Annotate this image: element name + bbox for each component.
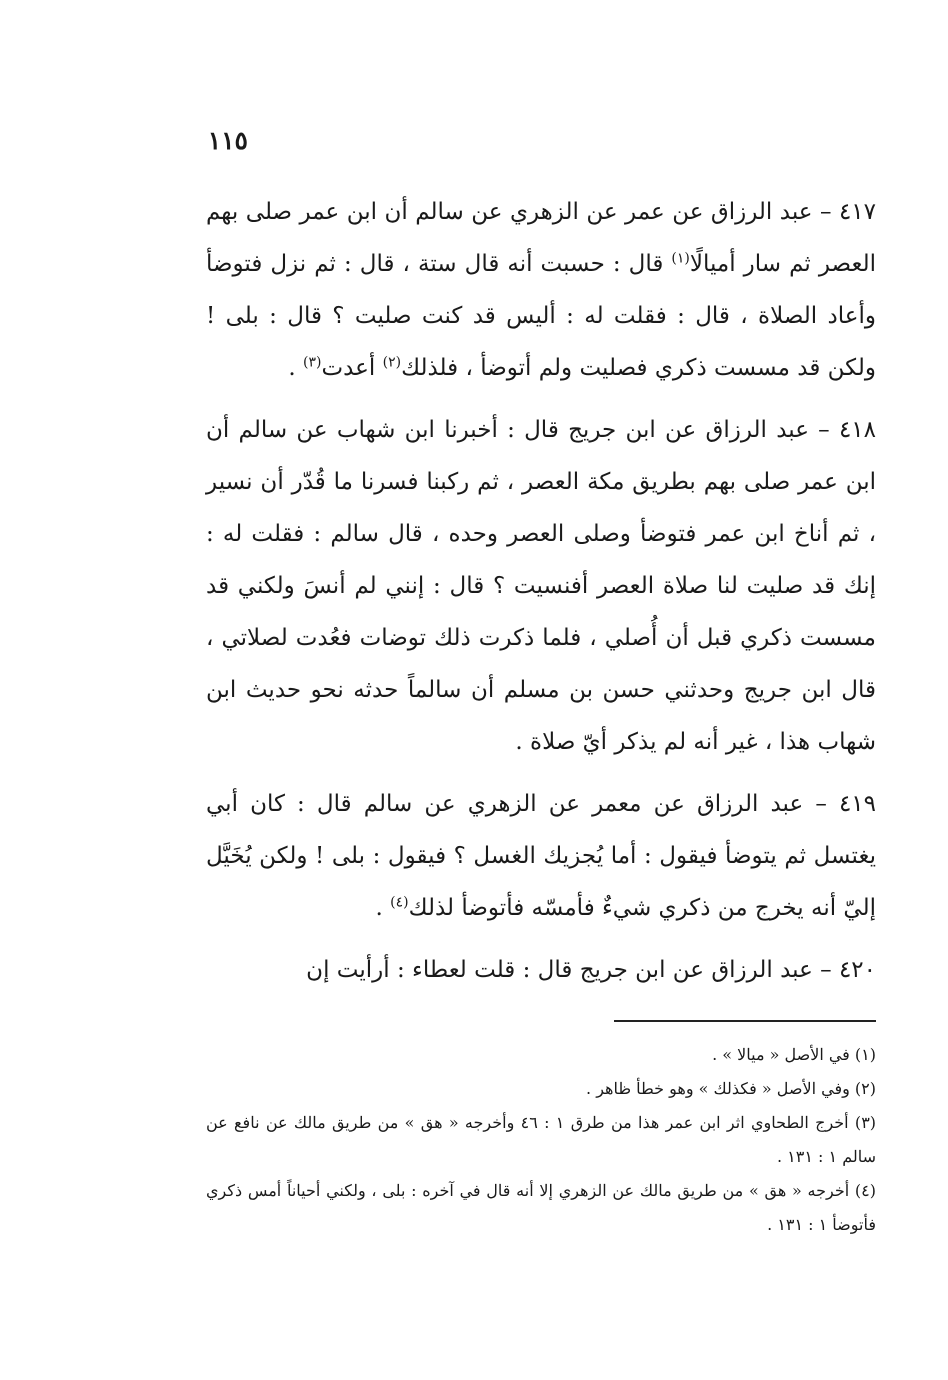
footnote-3: (٣) أخرج الطحاوي اثر ابن عمر هذا من طرق ١ : ٤٦ وأخرجه « هق » من طريق مالك عن نافع عن سالم ١ : ١٣١ . [206, 1113, 877, 1166]
hadith-417-text-2: قال : حسبت أنه قال ستة ، قال : ثم نزل فتوضأ وأعاد الصلاة ، قال : فقلت له : أليس قد كنت صليت ؟ قال : بلى ! ولكن قد مسست ذكري فصليت ولم أتوضأ ، فلذلك [206, 251, 876, 381]
footnote-ref-3: (٣) [302, 354, 322, 371]
hadith-419 [206, 778, 876, 934]
footnote-1: (١) في الأصل « ميالا » . [712, 1045, 876, 1064]
footnote-divider [614, 1020, 876, 1022]
hadith-420-text: ٤٢٠ – عبد الرزاق عن ابن جريج قال : قلت لعطاء : أرأيت إن [306, 957, 876, 983]
main-text [206, 186, 876, 1006]
hadith-417 [206, 186, 876, 394]
hadith-418-text: ٤١٨ – عبد الرزاق عن ابن جريج قال : أخبرنا ابن شهاب عن سالم أن ابن عمر صلى بهم بطريق مكة العصر ، ثم ركبنا فسرنا ما قُدّر أن نسير ، ثم أناخ ابن عمر فتوضأ وصلى العصر وحده ، قال سالم : فقلت له : إنك قد صليت لنا صلاة العصر أفنسيت ؟ قال : إنني لم أنسَ ولكني قد مسست ذكري قبل أن أُصلي ، فلما ذكرت ذلك توضات فعُدت لصلاتي ، قال ابن جريج وحدثني حسن بن مسلم أن سالماً حدثه نحو حديث ابن شهاب هذا ، غير أنه لم يذكر أيّ صلاة . [206, 417, 877, 755]
hadith-419-text: ٤١٩ – عبد الرزاق عن معمر عن الزهري عن سالم قال : كان أبي يغتسل ثم يتوضأ فيقول : أما يُجزيك الغسل ؟ فيقول : بلى ! ولكن يُخَيَّل إليّ أنه يخرج من ذكري شيءٌ فأمسّه فأتوضأ لذلك [206, 791, 876, 921]
footnote-ref-1: (١) [671, 250, 690, 267]
hadith-417-text-3: أعدت [321, 355, 383, 381]
footnote-ref-4: (٤) [390, 894, 409, 911]
hadith-419-text-2: . [375, 895, 391, 921]
footnote-ref-2: (٢) [382, 354, 402, 371]
footnote-2: (٢) وفي الأصل « فكذلك » وهو خطأ ظاهر . [586, 1079, 876, 1098]
hadith-418 [206, 404, 876, 768]
hadith-417-text: ٤١٧ – عبد الرزاق عن عمر عن الزهري عن سالم أن ابن عمر صلى بهم العصر ثم سار أميالًا [206, 199, 876, 277]
page-number: ١١٥ [207, 126, 248, 155]
hadith-420 [206, 944, 876, 996]
footnote-4: (٤) أخرجه « هق » من طريق مالك عن الزهري إلا أنه قال في آخره : بلى ، ولكني أحياناً أمس ذكري فأتوضأ ١ : ١٣١ . [206, 1181, 876, 1234]
footnotes [206, 1038, 876, 1242]
hadith-417-text-4: . [288, 355, 303, 381]
